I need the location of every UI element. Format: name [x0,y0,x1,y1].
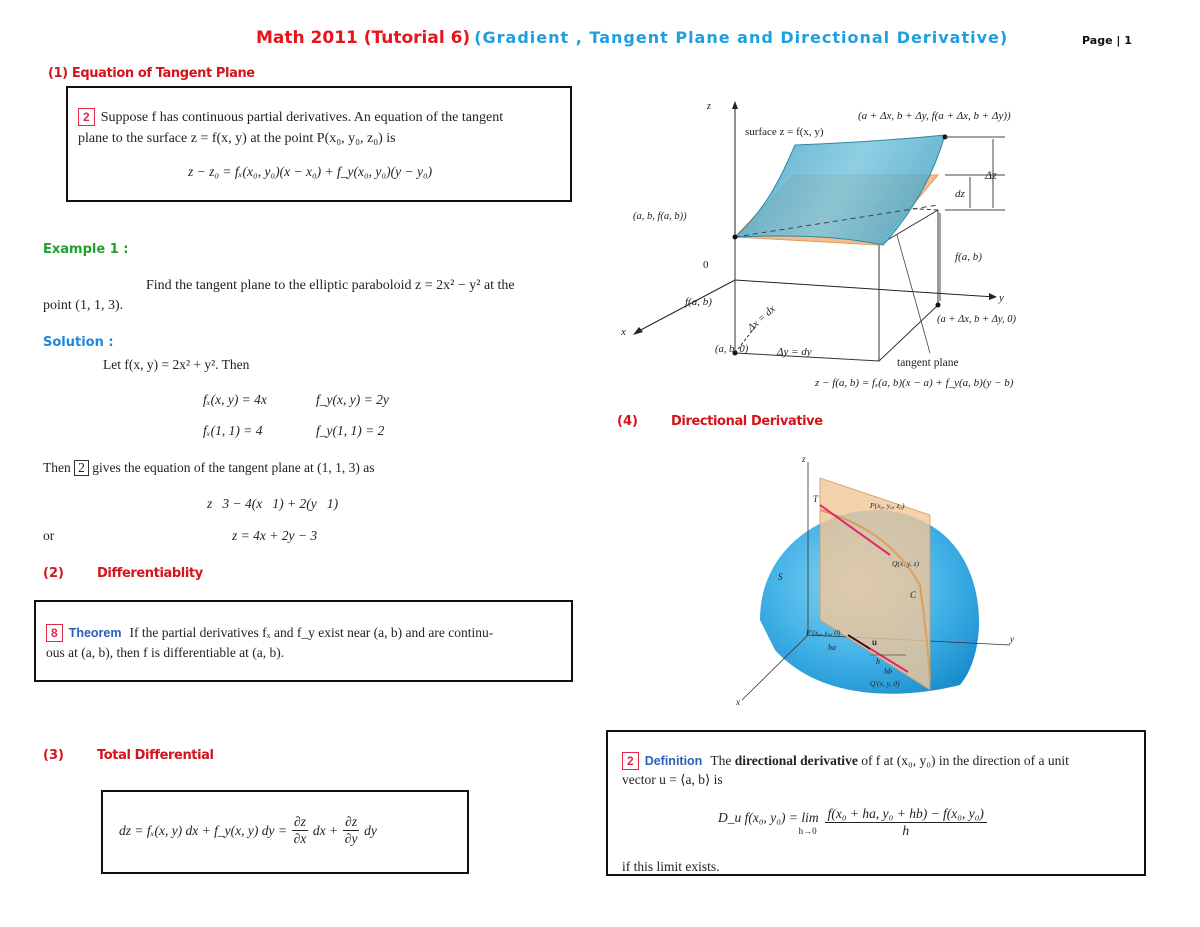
definition-box [606,730,1146,876]
solution-then: Then 2 gives the equation of the tangent plane at (1, 1, 3) as [43,460,375,475]
tangent-eq-1: z 3 − 4(x 1) + 2(y 1) [207,496,339,511]
section-3-number: (3) [43,748,64,763]
definition-line1: 2 Definition The directional derivative of f at (x₀, y₀) in the direction of a unit [622,751,1069,771]
example-1-line2: point (1, 1, 3). [43,298,124,313]
page-number: Page | 1 [1082,34,1132,47]
section-2-heading: Differentiablity [97,566,203,581]
theorem-box [34,600,573,682]
point-ground [936,303,941,308]
theorem-label: Theorem [68,626,122,640]
fig2-label-ha: ha [828,643,836,652]
tangent-plane-box [66,86,572,202]
example-1-line1: Find the tangent plane to the elliptic paraboloid z = 2x² − y² at the [146,278,515,293]
z-arrow [732,101,738,109]
fig2-label-h: h [876,657,880,666]
fx-value: fₓ(1, 1) = 4 [203,423,263,438]
label-delta-z: Δz [985,168,997,182]
fig2-label-x: x [736,697,740,707]
or-label: or [43,528,55,543]
y-axis [735,280,995,297]
fig2-label-u: u [872,638,877,647]
label-tangent-eq: z − f(a, b) = fₓ(a, b)(x − a) + f_y(a, b)(y − b) [815,377,1014,389]
fig2-label-q: Q(x, y, z) [892,559,920,568]
fig2-label-hb: hb [884,667,892,676]
definition-fraction: f(x₀ + ha, y₀ + hb) − f(x₀, y₀) h [825,806,987,839]
label-tangent-plane: tangent plane [897,357,959,369]
fig2-label-p: P(x₀, y₀, z₀) [870,501,905,510]
theorem-line2: ous at (a, b), then f is differentiable at (a, b). [46,645,285,660]
label-x-axis: x [621,326,626,338]
y-arrow [989,293,997,300]
fig2-label-p0: P′(x₀, y₀, 0) [806,628,841,637]
definition-line2: vector u = ⟨a, b⟩ is [622,772,723,787]
label-ab0: (a, b, 0) [715,344,749,355]
section-2-number: (2) [43,566,64,581]
fig2-label-q0: Q′(x, y, 0) [870,679,900,688]
label-dz: dz [955,188,965,200]
label-top-point: (a + Δx, b + Δy, f(a + Δx, b + Δy)) [858,110,1011,122]
label-z-axis: z [707,101,711,112]
label-origin: 0 [703,259,709,271]
fx-expression: fₓ(x, y) = 4x [203,392,267,407]
definition-tag: 2 [622,752,639,770]
section-1-heading: (1) Equation of Tangent Plane [48,66,255,81]
directional-derivative-figure [720,450,1020,710]
doc-title: Math 2011 (Tutorial 6) [256,28,471,48]
then-tag: 2 [74,460,89,476]
tangent-plane-pointer [897,235,930,353]
fig2-label-y: y [1010,634,1014,644]
box1-line2: plane to the surface z = f(x, y) at the point P(x₀, y₀, z₀) is [78,131,396,146]
point-ab-fab [733,235,738,240]
tangent-plane-figure [615,95,1070,395]
section-4-number: (4) [617,414,638,429]
definition-label: Definition [644,754,703,768]
theorem-tag: 8 [46,624,63,642]
theorem-line1: 8 Theorem If the partial derivatives fₓ and f_y exist near (a, b) and are continu- [46,623,493,643]
fraction-dz-dy: $\frac{\partial z}{\partial y}$ [344,814,358,846]
fraction-dz-dx: $\frac{\partial z}{\partial x}$ [293,814,307,846]
doc-subtitle: (Gradient , Tangent Plane and Directional Derivative) [474,28,1009,47]
fig2-label-c: C [910,590,917,600]
tangent-plane-formula: z − z₀ = fₓ(x₀, y₀)(x − x₀) + f_y(x₀, y₀)(y − y₀) [188,164,433,179]
surface-mesh [735,135,945,245]
label-fab-right: f(a, b) [955,251,982,263]
definition-after: if this limit exists. [622,859,720,874]
box-bottom-right [879,305,938,361]
example-1-label: Example 1 : [43,242,129,257]
page-header [256,28,1008,48]
label-fab-left: f(a, b) [685,296,712,308]
label-ab-fab: (a, b, f(a, b)) [633,211,687,222]
definition-formula: D_u f(x₀, y₀) = lim h→0 f(x₀ + ha, y₀ + hb) − f(x₀, y₀) h [718,806,987,839]
fy-expression: f_y(x, y) = 2y [316,392,389,407]
label-dx: Δx = dx [745,303,778,335]
fig2-label-t: T [813,494,819,504]
label-corner: (a + Δx, b + Δy, 0) [937,314,1016,325]
fig2-label-s: S [778,572,783,582]
label-surface: surface z = f(x, y) [745,126,824,138]
solution-label: Solution : [43,335,114,350]
box1-line1: 2 Suppose f has continuous partial derivatives. An equation of the tangent [78,108,503,127]
total-differential-formula: dz = fₓ(x, y) dx + f_y(x, y) dy = $\frac{\partial z}{\partial x}$ dx + $\frac{\partial z}{\partial y}$ dy [119,814,377,846]
box1-tag: 2 [78,108,95,126]
section-4-heading: Directional Derivative [671,414,823,429]
fig2-label-z: z [802,454,806,464]
solution-let: Let f(x, y) = 2x² + y². Then [103,357,250,372]
tangent-eq-2: z = 4x + 2y − 3 [232,528,318,543]
fy-value: f_y(1, 1) = 2 [316,423,385,438]
x-arrow [633,327,643,335]
label-y-axis: y [999,292,1004,304]
section-3-heading: Total Differential [97,748,214,763]
box-front [735,237,879,361]
total-differential-box [101,790,469,874]
label-dy: Δy = dy [777,346,812,358]
